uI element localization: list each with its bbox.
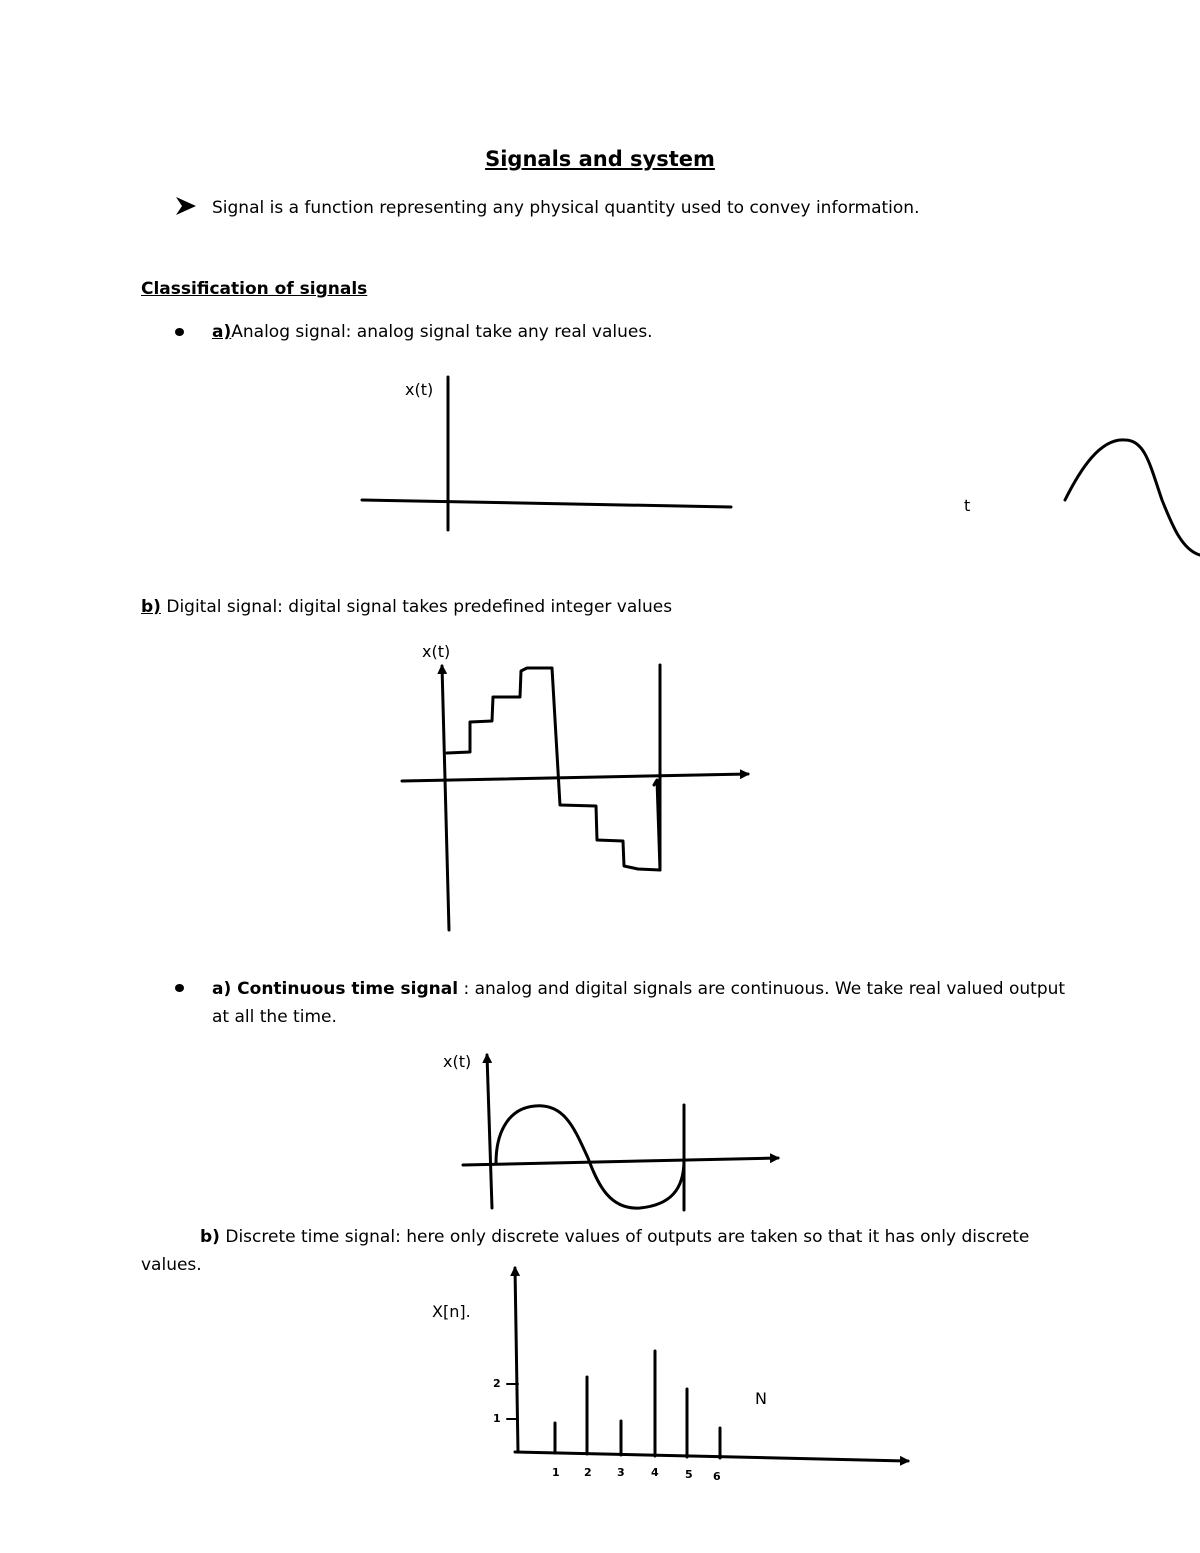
continuous-sine-curve (496, 1106, 684, 1208)
continuous-x-axis (463, 1158, 778, 1165)
continuous-bold-text: Continuous time signal (231, 979, 459, 999)
discrete-y-tick-label: 1 (493, 1412, 501, 1425)
digital-text: Digital signal: digital signal takes predefined integer values (160, 597, 673, 617)
continuous-marker: a) (212, 979, 232, 999)
continuous-y-label: x(t) (443, 1052, 472, 1071)
discrete-x-tick-label: 3 (617, 1466, 625, 1479)
digital-marker: b) (141, 597, 161, 617)
page-title: Signals and system (485, 147, 715, 171)
discrete-x-tick-label: 6 (713, 1470, 721, 1483)
analog-figure (362, 377, 1200, 555)
discrete-y-label: X[n]. (432, 1302, 471, 1321)
digital-step-waveform (447, 668, 660, 870)
digital-x-axis (402, 774, 748, 781)
analog-x-axis (362, 500, 731, 507)
discrete-x-tick-label: 2 (584, 1466, 592, 1479)
signal-definition: Signal is a function representing any physical quantity used to convey information. (212, 198, 920, 218)
discrete-x-axis (515, 1452, 908, 1461)
discrete-y-axis (515, 1268, 518, 1452)
discrete-x-tick-label: 4 (651, 1466, 659, 1479)
analog-sine-curve (1065, 440, 1200, 555)
discrete-figure (507, 1268, 908, 1461)
analog-marker: a) (212, 322, 232, 342)
continuous-y-axis (487, 1055, 492, 1208)
digital-y-label: x(t) (422, 642, 451, 661)
analog-y-label: x(t) (405, 380, 434, 399)
discrete-y-tick-label: 2 (493, 1377, 501, 1390)
analog-x-label: t (964, 496, 971, 515)
discrete-marker: b) (200, 1227, 220, 1247)
analog-text: Analog signal: analog signal take any real values. (231, 322, 653, 342)
continuous-text-line2: at all the time. (212, 1007, 337, 1027)
digital-figure (402, 665, 748, 930)
discrete-x-tick-label: 5 (685, 1468, 693, 1481)
continuous-text: : analog and digital signals are continuous. We take real valued output (458, 979, 1066, 999)
discrete-text: Discrete time signal: here only discrete values of outputs are taken so that it has only discrete (219, 1227, 1030, 1247)
classification-heading: Classification of signals (141, 279, 368, 299)
discrete-x-tick-label: 1 (552, 1466, 560, 1479)
discrete-text-line2: values. (141, 1255, 202, 1275)
digital-y-axis (442, 666, 449, 930)
discrete-x-label: N (755, 1389, 767, 1408)
continuous-figure (463, 1055, 778, 1210)
